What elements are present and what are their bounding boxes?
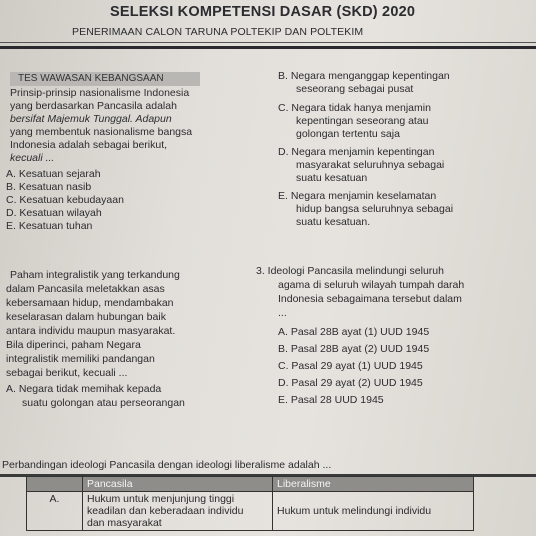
header-divider-thin — [0, 42, 536, 43]
q1-stem-line: yang membentuk nasionalisme bangsa — [10, 126, 193, 138]
q2-option-a[interactable]: A. Negara tidak memihak kepada — [6, 383, 162, 395]
page-title: SELEKSI KOMPETENSI DASAR (SKD) 2020 — [110, 4, 416, 20]
q1-stem-line: Indonesia adalah sebagai berikut, — [10, 139, 168, 151]
table-header-liberalisme: Liberalisme — [273, 477, 474, 492]
q2-stem-line: Bila diperinci, paham Negara — [6, 339, 141, 351]
q3-stem-line: 3. Ideologi Pancasila melindungi seluruh — [256, 265, 444, 277]
right-option-d-cont: masyarakat seluruhnya sebagai — [296, 159, 445, 171]
q4-stem: Perbandingan ideologi Pancasila dengan ideologi liberalisme adalah ... — [2, 459, 332, 471]
right-option-e-cont: hidup bangsa seluruhnya sebagai — [296, 203, 454, 215]
q2-option-a-cont: suatu golongan atau perseorangan — [22, 397, 185, 409]
q2-stem-line: keselarasan dalam hubungan baik — [6, 311, 166, 323]
right-option-d-cont: suatu kesatuan — [296, 172, 368, 184]
cell-line: keadilan dan keberadaan individu — [87, 505, 244, 517]
q1-option-c[interactable]: C. Kesatuan kebudayaan — [6, 194, 124, 206]
row-label: A. — [27, 492, 83, 531]
q1-option-b[interactable]: B. Kesatuan nasib — [6, 181, 92, 193]
right-option-b-cont: seseorang sebagai pusat — [296, 83, 414, 95]
q3-stem-line: ... — [278, 307, 287, 319]
q3-stem-line: Indonesia sebagaimana tersebut dalam — [278, 293, 462, 305]
q3-option-d[interactable]: D. Pasal 29 ayat (2) UUD 1945 — [278, 377, 423, 389]
q2-stem-line: antara individu maupun masyarakat. — [6, 325, 176, 337]
q3-option-e[interactable]: E. Pasal 28 UUD 1945 — [278, 394, 384, 406]
q3-option-c[interactable]: C. Pasal 29 ayat (1) UUD 1945 — [278, 360, 423, 372]
right-option-e[interactable]: E. Negara menjamin keselamatan — [278, 190, 437, 202]
cell-pancasila — [83, 492, 273, 531]
page-subtitle: PENERIMAAN CALON TARUNA POLTEKIP DAN POLTEKIM — [72, 26, 364, 38]
q1-stem-line: bersifat Majemuk Tunggal. Adapun — [10, 113, 172, 125]
right-option-d[interactable]: D. Negara menjamin kepentingan — [278, 146, 435, 158]
q3-option-a[interactable]: A. Pasal 28B ayat (1) UUD 1945 — [278, 326, 430, 338]
q2-stem-line: dalam Pancasila meletakkan asas — [6, 283, 165, 295]
q1-stem-line: kecuali ... — [10, 152, 55, 164]
q1-stem-line: yang berdasarkan Pancasila adalah — [10, 100, 177, 112]
q2-stem-line: integralistik memiliki pandangan — [6, 353, 155, 365]
table-header-blank — [27, 477, 83, 492]
right-option-c-cont: kepentingan seseorang atau — [296, 115, 429, 127]
section-label: TES WAWASAN KEBANGSAAN — [10, 72, 200, 86]
comparison-table — [26, 476, 474, 531]
cell-liberalisme: Hukum untuk melindungi individu — [273, 492, 474, 531]
q3-option-b[interactable]: B. Pasal 28B ayat (2) UUD 1945 — [278, 343, 430, 355]
header-divider-thick — [0, 46, 536, 49]
q1-option-e[interactable]: E. Kesatuan tuhan — [6, 220, 93, 232]
q1-option-d[interactable]: D. Kesatuan wilayah — [6, 207, 102, 219]
q3-stem-line: agama di seluruh wilayah tumpah darah — [278, 279, 465, 291]
right-option-c-cont: golongan tertentu saja — [296, 128, 400, 140]
right-option-c[interactable]: C. Negara tidak hanya menjamin — [278, 102, 431, 114]
cell-line: Hukum untuk menjunjung tinggi — [87, 493, 235, 505]
q2-stem-line: Paham integralistik yang terkandung — [10, 269, 180, 281]
q2-stem-line: kebersamaan hidup, mendambakan — [6, 297, 174, 309]
q2-stem-line: sebagai berikut, kecuali ... — [6, 367, 128, 379]
table-header-pancasila: Pancasila — [83, 477, 273, 492]
table-row[interactable] — [27, 492, 474, 531]
table-header-row — [27, 477, 474, 492]
q1-option-a[interactable]: A. Kesatuan sejarah — [6, 168, 101, 180]
right-option-b[interactable]: B. Negara menganggap kepentingan — [278, 70, 450, 82]
q1-stem-line: Prinsip-prinsip nasionalisme Indonesia — [10, 87, 190, 99]
right-option-e-cont: suatu kesatuan. — [296, 216, 371, 228]
cell-line: dan masyarakat — [87, 517, 162, 529]
